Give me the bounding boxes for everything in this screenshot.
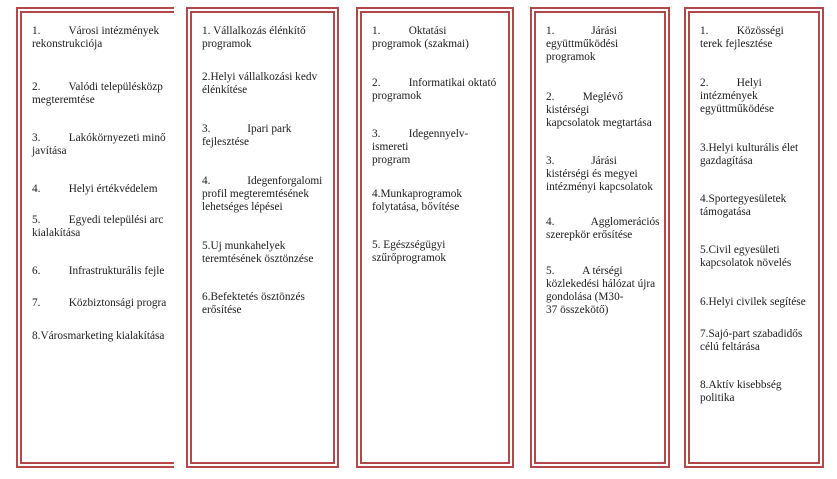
list-item: 4.Sportegyesületek támogatása: [700, 193, 787, 218]
list-item: 1. Vállalkozás élénkítő programok: [202, 25, 306, 50]
list-item: 4. Agglomerációs szerepkör erősítése: [546, 216, 660, 241]
list-item: 6.Befektetés ösztönzés erősítése: [202, 291, 305, 316]
list-item: 1. Oktatási programok (szakmai): [372, 25, 469, 50]
list-item: 5. A térségi közlekedési hálózat újra gondolása (M30- 37 összekötő): [546, 265, 656, 316]
list-item: 4.Munkaprogramok folytatása, bővítése: [372, 188, 463, 213]
column-community: [684, 7, 824, 468]
list-item: 7. Közbiztonsági progra: [32, 297, 167, 309]
list-item: 3. Ipari park fejlesztése: [202, 123, 292, 148]
list-item: 3.Helyi kulturális élet gazdagítása: [700, 142, 799, 167]
list-item: 5. Egészségügyi szűrőprogramok: [372, 239, 447, 264]
column-education: [356, 7, 514, 468]
list-item: 1. Városi intézmények rekonstrukciója: [32, 25, 160, 50]
list-item: 3. Lakókörnyezeti minő javítása: [32, 132, 166, 157]
list-item: 6. Infrastrukturális fejle: [32, 265, 165, 277]
list-item: 2. Helyi intézmények együttműködése: [700, 77, 775, 115]
list-item: 2. Meglévő kistérségi kapcsolatok megtartása: [546, 91, 652, 129]
list-item: 5.Uj munkahelyek teremtésének ösztönzése: [202, 240, 314, 265]
list-item: 5. Egyedi települési arc kialakítása: [32, 214, 164, 239]
list-item: 3. Idegennyelv- ismereti program: [372, 128, 469, 166]
list-item: 1. Közösségi terek fejlesztése: [700, 25, 784, 50]
list-item: 6.Helyi civilek segítése: [700, 296, 806, 308]
list-item: 8.Városmarketing kialakítása: [32, 330, 165, 342]
list-item: 2. Informatikai oktató programok: [372, 77, 497, 102]
list-item: 4. Idegenforgalomi profil megteremtésének lehetséges lépései: [202, 175, 323, 213]
list-item: 4. Helyi értékvédelem: [32, 183, 158, 195]
list-item: 5.Civil egyesületi kapcsolatok növelés: [700, 244, 792, 269]
column-economy: [186, 7, 339, 468]
column-regional-cooperation: [530, 7, 670, 468]
list-item: 7.Sajó-part szabadidős célú feltárása: [700, 328, 803, 353]
list-item: 2.Helyi vállalkozási kedv élénkítése: [202, 71, 318, 96]
list-item: 8.Aktív kisebbség politika: [700, 379, 782, 404]
list-item: 3. Járási kistérségi és megyei intézményi kapcsolatok: [546, 155, 653, 193]
list-item: 2. Valódi településközp megteremtése: [32, 81, 163, 106]
column-urban-development: [16, 7, 174, 468]
list-item: 1. Járási együttműködési programok: [546, 25, 619, 63]
